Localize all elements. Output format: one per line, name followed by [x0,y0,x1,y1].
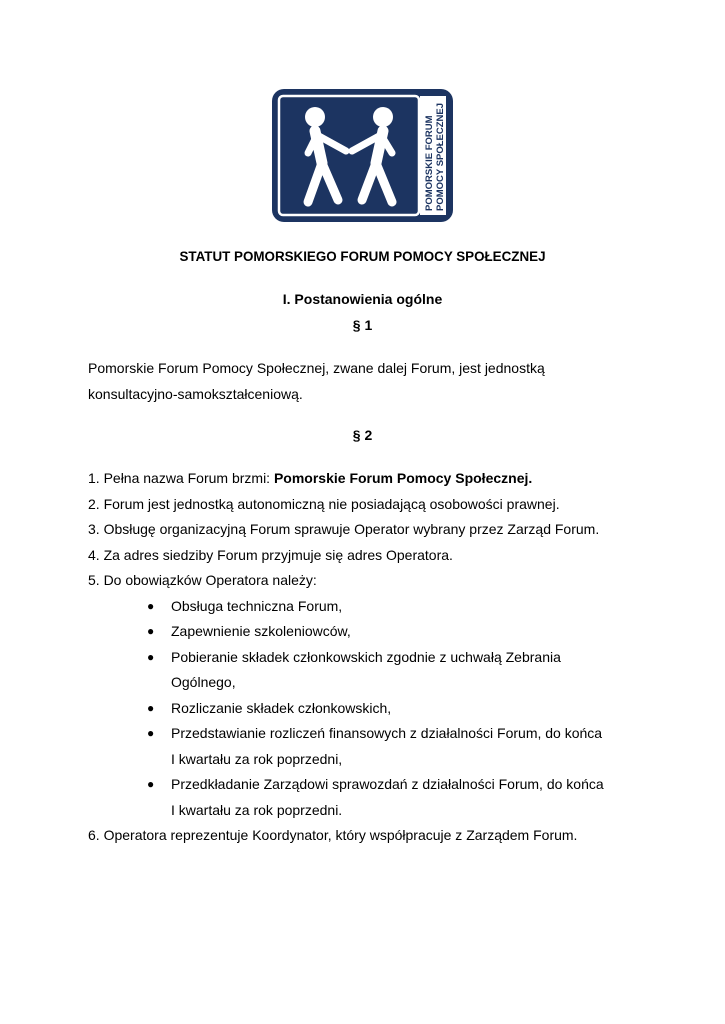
bullet-icon: ● [147,598,155,613]
paragraph-mark-2: § 2 [352,427,373,443]
duty-item: ● Przedstawianie rozliczeń finansowych z działalności Forum, do końca I kwartału za rok poprzedni, [88,721,641,772]
list-item-3: 3. Obsługę organizacyjną Forum sprawuje Operator wybrany przez Zarząd Forum. [88,521,600,537]
bullet-icon: ● [147,624,155,638]
duty-item: ● Zapewnienie szkoleniowców, [88,619,641,645]
svg-text:POMORSKIE FORUM: POMORSKIE FORUM [424,115,435,211]
operator-duties-list [88,594,648,824]
list-item-5: 5. Do obowiązków Operatora należy: [88,572,317,588]
list-item-6: 6. Operatora reprezentuje Koordynator, który współpracuje z Zarządem Forum. [88,827,578,843]
duty-item: ● Obsługa techniczna Forum, [88,594,641,620]
list-item-2: 2. Forum jest jednostką autonomiczną nie posiadającą osobowości prawnej. [88,495,560,512]
paragraph-2-list [88,466,648,849]
bullet-icon: ● [147,649,155,664]
duty-item: ● Rozliczanie składek członkowskich, [88,696,641,722]
paragraph-1-line-1: Pomorskie Forum Pomocy Społecznej, zwane dalej Forum, jest jednostką [88,360,545,376]
paragraph-mark-1: § 1 [352,317,373,333]
list-item-1 [88,466,648,492]
section-heading: I. Postanowienia ogólne [282,291,443,307]
duty-item: ● Przedkładanie Zarządowi sprawozdań z działalności Forum, do końca I kwartału za rok poprzedni. [88,772,641,823]
bullet-icon: ● [147,777,155,791]
list-item-1-prefix: 1. Pełna nazwa Forum brzmi: [88,470,274,486]
paragraph-1-line-2: konsultacyjno-samokształceniową. [88,385,303,402]
duty-item: ● Pobieranie składek członkowskich zgodnie z uchwałą Zebrania Ogólnego, [88,645,641,696]
forum-logo [270,87,455,224]
bullet-icon: ● [147,700,155,715]
bullet-icon: ● [147,726,155,740]
svg-text:POMOCY SPOŁECZNEJ: POMOCY SPOŁECZNEJ [435,102,446,211]
document-title: STATUT POMORSKIEGO FORUM POMOCY SPOŁECZNEJ [179,249,546,264]
paragraph-1-text [88,356,648,407]
list-item-4: 4. Za adres siedziby Forum przyjmuje się adres Operatora. [88,546,453,563]
forum-full-name: Pomorskie Forum Pomocy Społecznej. [273,470,533,486]
